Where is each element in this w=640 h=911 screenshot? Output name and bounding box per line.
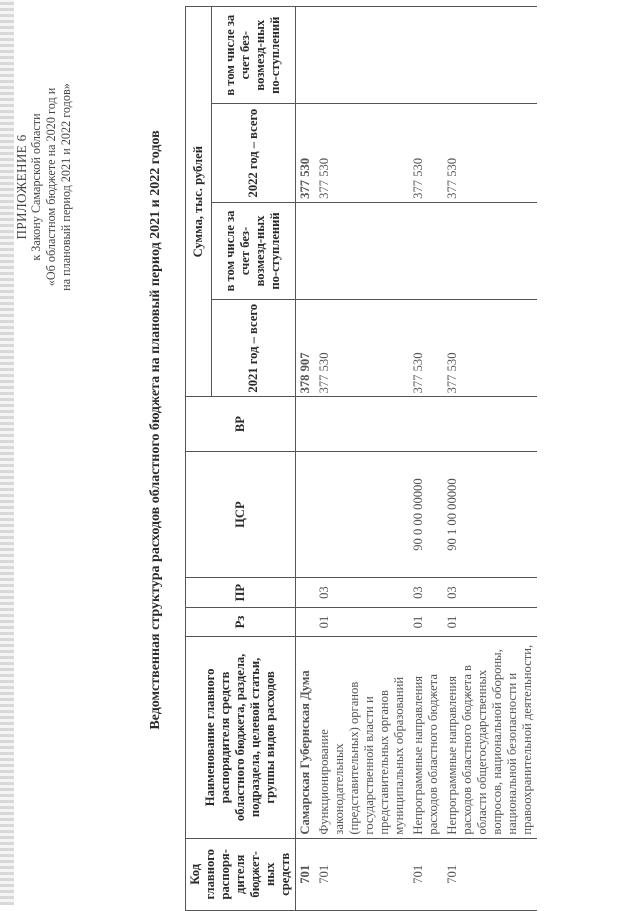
header-csr: ЦСР <box>186 451 296 578</box>
expenditure-table <box>185 6 537 911</box>
header-2022-free: в том числе за счет без-возмезд-ных по-ступлений <box>211 7 295 104</box>
cell-2021-free <box>443 202 537 299</box>
header-name: Наименование главного распорядителя средств областного бюджета, раздела, подраздела, целевой статьи, группы видов расходов <box>186 637 296 838</box>
header-code: Код главного распоря-дителя бюджет-ных средств <box>186 838 296 910</box>
header-row-1 <box>186 7 212 911</box>
cell-code: 701 <box>315 838 409 910</box>
header-sum-group: Сумма, тыс. рублей <box>186 7 212 397</box>
cell-2022-free <box>443 7 537 104</box>
cell-name: Непрограммные направления расходов областного бюджета в области общегосударственных вопросов, национальной обороны, национальной безопасности и правоохранительной деятельности, <box>443 637 537 838</box>
cell-2022-total: 377 530 <box>315 104 409 202</box>
cell-csr: 90 1 00 00000 <box>443 451 537 578</box>
cell-2021-total: 377 530 <box>409 300 443 397</box>
header-2022-total: 2022 год – всего <box>211 104 295 202</box>
appendix-line-1: к Закону Самарской области <box>29 113 43 261</box>
cell-rz: 01 <box>315 607 409 636</box>
cell-vr <box>409 397 443 451</box>
cell-rz: 01 <box>443 607 537 636</box>
document-title: Ведомственная структура расходов областного бюджета на плановый период 2021 и 2022 годов <box>148 130 163 730</box>
cell-pr: 03 <box>315 578 409 607</box>
cell-code: 701 <box>409 838 443 910</box>
appendix-line-3: на плановый период 2021 и 2022 годов» <box>59 83 73 291</box>
cell-name: Функционирование законодательных (представительных) органов государственной власти и представительных органов муниципальных образований <box>315 637 409 838</box>
header-2021-total: 2021 год – всего <box>211 300 295 397</box>
appendix-line-2: «Об областном бюджете на 2020 год и <box>44 87 58 287</box>
cell-2022-free <box>296 7 316 104</box>
cell-pr: 03 <box>443 578 537 607</box>
table-row <box>315 7 409 911</box>
cell-2021-total: 377 530 <box>443 300 537 397</box>
appendix-block <box>14 22 74 352</box>
cell-code: 701 <box>296 838 316 910</box>
cell-csr <box>296 451 316 578</box>
cell-2022-total: 377 530 <box>296 104 316 202</box>
cell-pr: 03 <box>409 578 443 607</box>
cell-vr <box>443 397 537 451</box>
table-row <box>296 7 316 911</box>
cell-name: Непрограммные направления расходов областного бюджета <box>409 637 443 838</box>
cell-csr <box>315 451 409 578</box>
header-2021-free: в том числе за счет без-возмезд-ных по-ступлений <box>211 202 295 299</box>
cell-pr <box>296 578 316 607</box>
table-row <box>443 7 537 911</box>
header-pr: ПР <box>186 578 296 607</box>
cell-vr <box>296 397 316 451</box>
table-row <box>409 7 443 911</box>
cell-2022-free <box>409 7 443 104</box>
cell-rz <box>296 607 316 636</box>
header-vr: ВР <box>186 397 296 451</box>
cell-2021-free <box>409 202 443 299</box>
header-rz: Рз <box>186 607 296 636</box>
appendix-title: ПРИЛОЖЕНИЕ 6 <box>14 134 29 240</box>
cell-2021-total: 378 907 <box>296 300 316 397</box>
cell-2021-free <box>315 202 409 299</box>
cell-name: Самарская Губернская Дума <box>296 637 316 838</box>
cell-2022-total: 377 530 <box>443 104 537 202</box>
scan-edge <box>0 0 14 905</box>
cell-code: 701 <box>443 838 537 910</box>
cell-2021-total: 377 530 <box>315 300 409 397</box>
cell-rz: 01 <box>409 607 443 636</box>
cell-vr <box>315 397 409 451</box>
cell-2021-free <box>296 202 316 299</box>
cell-2022-total: 377 530 <box>409 104 443 202</box>
cell-csr: 90 0 00 00000 <box>409 451 443 578</box>
cell-2022-free <box>315 7 409 104</box>
